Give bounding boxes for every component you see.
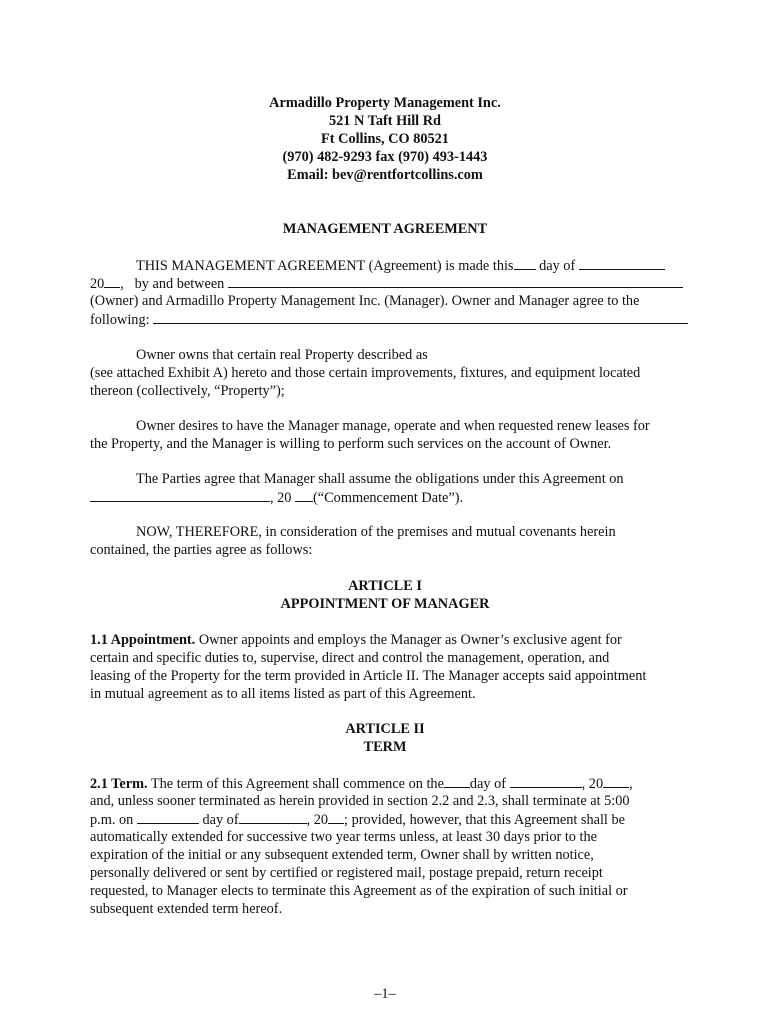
intro-line-4 [90,310,688,329]
end-year-blank[interactable] [328,810,344,824]
appointment-line-2: certain and specific duties to, supervise, direct and control the management, operation, and [90,650,610,666]
property-line-2: (see attached Exhibit A) hereto and those certain improvements, fixtures, and equipment located [90,365,641,381]
company-email: Email: bev@rentfortcollins.com [287,167,483,183]
day-blank[interactable] [514,256,536,270]
intro-text: THIS MANAGEMENT AGREEMENT (Agreement) is made this [136,258,514,274]
term-line-2: and, unless sooner terminated as herein provided in section 2.2 and 2.3, shall terminate at 5:00 [90,793,630,809]
owner-name-blank[interactable] [228,274,683,288]
term-line-6: personally delivered or sent by certified or registered mail, postage prepaid, return receipt [90,865,603,881]
document-title: MANAGEMENT AGREEMENT [282,221,488,237]
article-2-subheading: TERM [363,739,407,755]
desire-line-1: Owner desires to have the Manager manage, operate and when requested renew leases for [136,418,650,434]
term-line-1 [90,774,633,793]
company-street: 521 N Taft Hill Rd [328,113,441,129]
property-line-3: thereon (collectively, “Property”); [90,383,285,399]
appointment-text: Owner appoints and employs the Manager as Owner’s exclusive agent for [198,632,622,648]
company-phone: (970) 482-9293 fax (970) 493-1443 [282,149,488,165]
term-text: day of [469,776,507,792]
article-1-heading: ARTICLE I [348,578,422,594]
intro-text: 20 [90,276,105,292]
now-line-2: contained, the parties agree as follows: [90,542,313,558]
intro-text: , [120,276,124,292]
term-line-5: expiration of the initial or any subsequent extended term, Owner shall by written notice, [90,847,594,863]
appointment-line-3: leasing of the Property for the term provided in Article II. The Manager accepts said appointment [90,668,647,684]
page-number: –1– [374,986,396,1002]
intro-text: day of [539,258,576,274]
term-text: The term of this Agreement shall commence on the [150,776,444,792]
appointment-line-1 [90,631,622,649]
parties-text: , 20 [270,490,292,506]
term-text: day of [202,812,239,828]
term-month-blank[interactable] [510,774,582,788]
end-month-blank[interactable] [239,810,307,824]
intro-text: by and between [134,276,225,292]
intro-line-1 [136,256,665,275]
end-day-blank[interactable] [137,810,199,824]
term-text: , 20 [581,776,604,792]
parties-line-2 [90,488,463,507]
term-text: , 20 [306,812,329,828]
intro-text: following: [90,312,150,328]
article-2-heading: ARTICLE II [345,721,425,737]
term-line-3 [90,810,625,829]
parties-text: (“Commencement Date”). [313,490,464,506]
term-text: , [629,776,633,792]
term-year-blank[interactable] [603,774,629,788]
term-line-7: requested, to Manager elects to terminate this Agreement as of the expiration of such initial or [90,883,628,899]
commencement-year-blank[interactable] [295,488,313,502]
parties-line-1: The Parties agree that Manager shall assume the obligations under this Agreement on [136,471,624,487]
article-1-subheading: APPOINTMENT OF MANAGER [280,596,490,612]
month-blank[interactable] [579,256,665,270]
commencement-date-blank[interactable] [90,488,270,502]
term-label: 2.1 Term. [90,776,148,792]
now-line-1: NOW, THEREFORE, in consideration of the premises and mutual covenants herein [136,524,616,540]
appointment-line-4: in mutual agreement as to all items listed as part of this Agreement. [90,686,476,702]
property-line-1: Owner owns that certain real Property described as [136,347,428,363]
company-city: Ft Collins, CO 80521 [321,131,449,147]
company-name: Armadillo Property Management Inc. [269,95,501,111]
term-day-blank[interactable] [444,774,470,788]
appointment-label: 1.1 Appointment. [90,632,196,648]
intro-line-3: (Owner) and Armadillo Property Management Inc. (Manager). Owner and Manager agree to the [90,293,640,309]
term-line-4: automatically extended for successive two year terms unless, at least 30 days prior to the [90,829,597,845]
intro-line-2 [90,274,683,293]
following-blank[interactable] [153,310,688,324]
term-line-8: subsequent extended term hereof. [90,901,283,917]
term-text: ; provided, however, that this Agreement shall be [344,812,625,828]
year-blank[interactable] [104,274,120,288]
desire-line-2: the Property, and the Manager is willing to perform such services on the account of Owner. [90,436,612,452]
term-text: p.m. on [90,812,134,828]
